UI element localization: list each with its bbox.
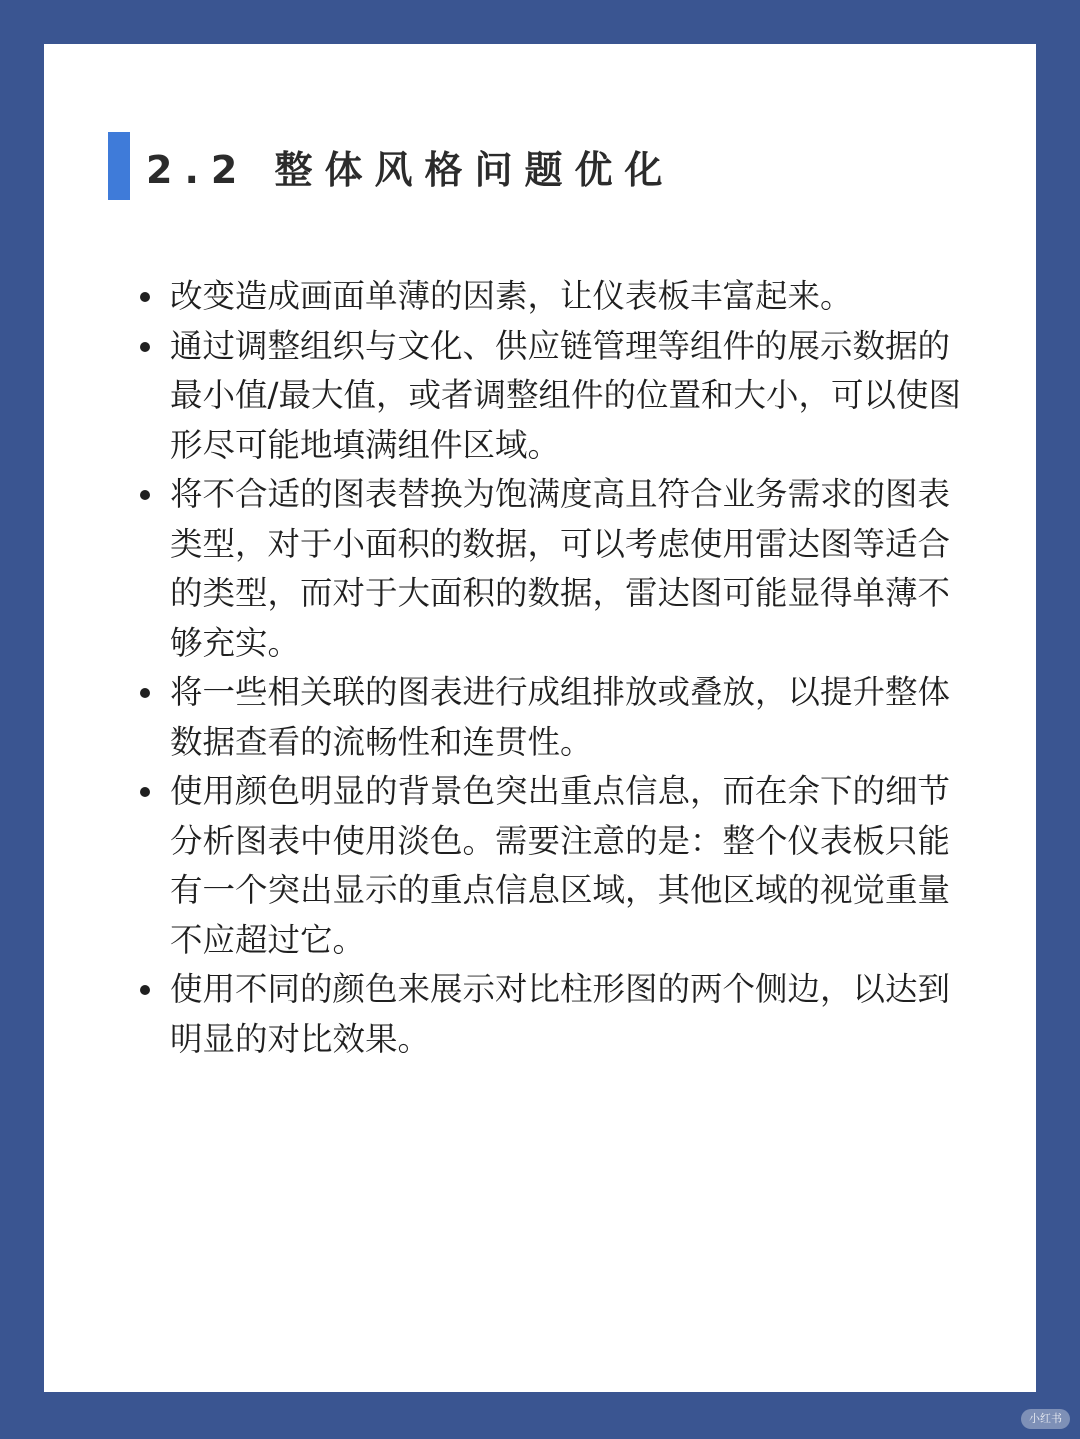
list-item-text: 使用不同的颜色来展示对比柱形图的两个侧边，以达到明显的对比效果。 bbox=[170, 970, 951, 1058]
list-item-text: 改变造成画面单薄的因素，让仪表板丰富起来。 bbox=[170, 277, 853, 315]
bullet-icon bbox=[140, 292, 150, 302]
bullet-list bbox=[140, 272, 970, 1064]
bullet-icon bbox=[140, 490, 150, 500]
list-item-text: 将一些相关联的图表进行成组排放或叠放，以提升整体数据查看的流畅性和连贯性。 bbox=[170, 673, 951, 761]
list-item bbox=[140, 767, 970, 965]
bullet-icon bbox=[140, 985, 150, 995]
section-title: 2.2 整体风格问题优化 bbox=[146, 147, 675, 192]
content-card bbox=[44, 44, 1036, 1392]
bullet-icon bbox=[140, 342, 150, 352]
list-item bbox=[140, 965, 970, 1064]
heading-accent-bar bbox=[108, 132, 130, 200]
list-item bbox=[140, 470, 970, 668]
list-item-text: 通过调整组织与文化、供应链管理等组件的展示数据的最小值/最大值，或者调整组件的位置和大小，可以使图形尽可能地填满组件区域。 bbox=[170, 326, 961, 464]
bullet-icon bbox=[140, 688, 150, 698]
bullet-icon bbox=[140, 787, 150, 797]
list-item bbox=[140, 272, 970, 322]
list-item-text: 将不合适的图表替换为饱满度高且符合业务需求的图表类型，对于小面积的数据，可以考虑使用雷达图等适合的类型，而对于大面积的数据，雷达图可能显得单薄不够充实。 bbox=[170, 475, 951, 662]
watermark-logo: 小红书 bbox=[1021, 1409, 1070, 1429]
list-item-text: 使用颜色明显的背景色突出重点信息，而在余下的细节分析图表中使用淡色。需要注意的是：整个仪表板只能有一个突出显示的重点信息区域，其他区域的视觉重量不应超过它。 bbox=[170, 772, 951, 959]
list-item bbox=[140, 668, 970, 767]
section-heading bbox=[108, 132, 675, 200]
list-item bbox=[140, 322, 970, 471]
